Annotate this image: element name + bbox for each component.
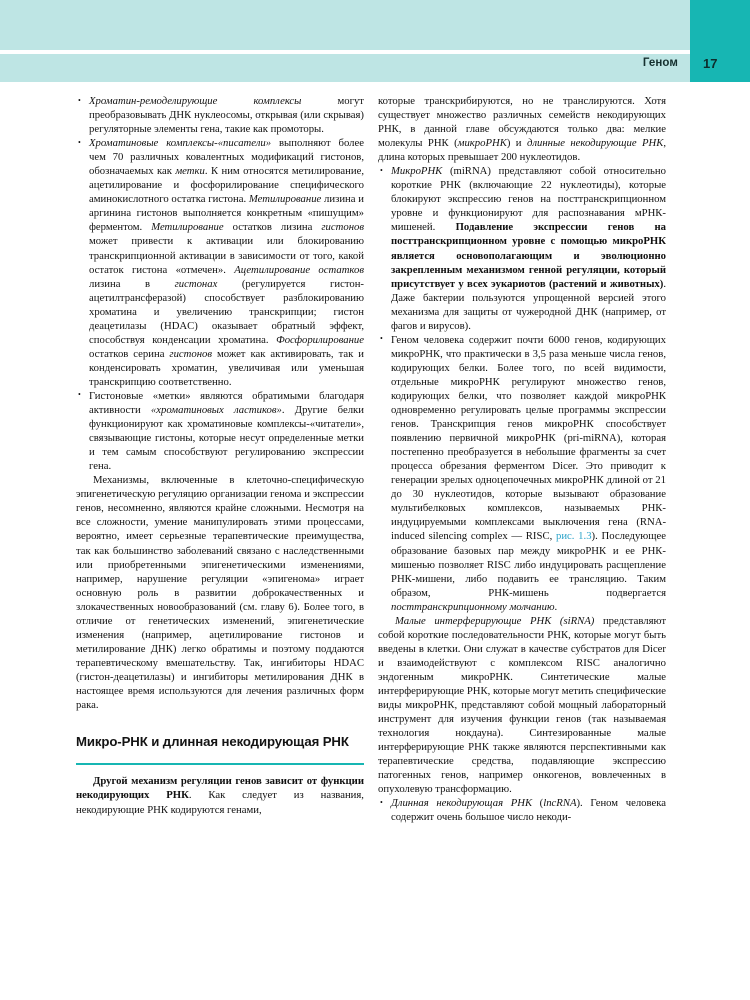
text-run: ). Последующее образование базовых пар между микроРНК и ее РНК-мишенью позволяет RISC либо индуцировать расщепление РНК-мишени, либо подавить ее трансляцию. Таким образом, РНК-мишень подвергается (391, 530, 666, 599)
text-run: Подавление экспрессии генов на посттранскрипционном уровне с помощью микроРНК является основополагающим и эволюционно закрепленным механизмом генной регуляции, который присутствует у всех эукариотов (растений и животных) (391, 221, 667, 290)
text-run: ). Геном человека содержит очень большое число некоди- (391, 797, 666, 824)
left-bullet-list (76, 94, 364, 473)
text-run: . Другие белки функционируют как хроматиновые комплексы-«читатели», связывающие гистоны, которые несут определенные метки и тем самым способствуют регулированию экспрессии гена. (89, 404, 364, 473)
text-run: гистонах (174, 277, 218, 290)
list-item (76, 136, 364, 389)
text-run: выполняют более чем 70 различных ковалентных модификаций гистонов, обозначаемых как (89, 137, 364, 178)
text-run: ( (532, 797, 544, 810)
text-run: Малые интерферирующие РНК (siRNA) (395, 614, 595, 627)
text-run: метки (175, 165, 205, 178)
right-bullet-list (378, 164, 666, 614)
text-run: lncRNA (543, 797, 577, 810)
text-run: которые транскрибируются, но не транслируются. Хотя существует множество различных семейств некодирующих РНК, в данной главе обсуждаются только два: мелкие молекулы РНК ( (378, 95, 666, 150)
text-run: могут преобразовывать ДНК нуклеосомы, открывая (или скрывая) регуляторные элементы гена, такие как промоторы. (89, 95, 364, 136)
section-heading-rule (76, 763, 364, 765)
left-text-column (76, 94, 364, 817)
text-run: . К ним относятся метилирование, ацетилирование и фосфорилирование специфического аминокислотного остатка гистона. (89, 165, 364, 206)
text-run: Фосфорилирование (276, 333, 364, 346)
list-item (378, 164, 666, 333)
text-run: Ацетилирование остатков (234, 263, 364, 276)
text-run: может как активировать, так и конденсировать хроматин, увеличивая или уменьшая транскрипцию соответственно. (89, 347, 364, 388)
text-run: Гистоновые «метки» являются обратимыми благодаря активности (89, 389, 364, 417)
text-run: (miRNA) представляют собой относительно короткие РНК (включающие 22 нуклеотиды), которые блокируют экспрессию генов на посттранскрипционном уровне и функционируют для распознавания мРНК-мишеней. (391, 165, 666, 234)
text-run: микроРНК (457, 137, 507, 150)
text-run: длинные некодирующие РНК (526, 137, 664, 150)
text-run: Другой механизм регуляции генов зависит от функции некодирующих РНК (76, 775, 364, 802)
right-bullet-list-final (378, 796, 666, 824)
text-run: ) и (506, 137, 527, 150)
text-run: лизина в (89, 277, 175, 290)
text-run: остатков лизина (223, 221, 322, 234)
text-run: Хроматин-ремоделирующие комплексы (89, 95, 302, 107)
text-run: посттранскрипционному молчанию (391, 600, 555, 613)
list-item (76, 389, 364, 473)
text-run: лизина и аргинина гистонов выполняется конкретным «пишущим» ферментом. (89, 193, 364, 234)
text-run: остатков серина (89, 347, 170, 360)
text-run: может привести к активации или блокированию транскрипционной активации в зависимости от того, какой остаток гистона «отмечен». (89, 235, 364, 276)
list-item (76, 94, 364, 136)
sirna-paragraph (378, 614, 666, 797)
text-run: МикроРНК (391, 165, 443, 178)
figure-reference-link[interactable]: рис. 1.3 (555, 530, 592, 543)
list-item (378, 796, 666, 824)
text-run: Хроматиновые комплексы-«писатели» (89, 137, 272, 150)
text-run: Метилирование (248, 193, 322, 206)
text-run: . Как следует из названия, некодирующие РНК кодируются генами, (76, 789, 364, 816)
text-run: Геном человека содержит почти 6000 генов, кодирующих микроРНК, что практически в 3,5 раза меньше числа генов, кодирующих белки. Более того, по всей видимости, отдельные микроРНК регулируют множество генов, кодирующих белки, что позволяет каждой микроРНК одновременно регулировать целые программы экспрессии генов. Транскрипция генов микроРНК способствует появлению первичной микроРНК (pri-miRNA), которая постепенно преобразуется в небольшие фрагменты за счет процесса обрезания ферментом Dicer. Это приводит к генерации зрелых одноцепочечных микроРНК длиной от 21 до 30 нуклеотидов, которые вызывают образование мультибелковых комплексов, называемых РНК-индуцируемыми комплексами выключения гена (RNA-induced silencing complex — RISC, (391, 333, 666, 543)
text-run: . Даже бактерии пользуются упрощенной версией этого механизма для защиты от чужеродной ДНК (например, от фагов и вирусов). (391, 277, 666, 332)
text-run: . (554, 600, 558, 613)
right-lead-paragraph (378, 94, 666, 164)
text-run: «хроматиновых ластиков» (150, 404, 282, 417)
text-run: представляют собой короткие последовательности РНК, которые могут быть введены в клетки. Они служат в качестве субстратов для Dicer и взаимодействуют с комплексом RISC аналогично эндогенным микроРНК. Синтетические малые интерферирующие РНК, которые могут метить специфические виды микроРНК, представляют собой мощный лабораторный инструмент для изучения функции генов (так называемая технология нокдауна). Синтезированные малые интерферирующие РНК также являются перспективными как терапевтические средства, подавляющие экспрессию патогенных генов, например онкогенов, вовлеченных в опухолевую трансформацию. (378, 614, 666, 796)
section-heading: Микро-РНК и длинная некодирующая РНК (76, 734, 349, 750)
list-item (378, 333, 666, 614)
text-run: Метилирование (151, 221, 224, 234)
right-text-column (378, 94, 666, 824)
running-head-title: Геном (642, 57, 678, 69)
text-run: Длинная некодирующая РНК (391, 797, 533, 810)
text-run: гистонов (321, 221, 364, 234)
page-number: 17 (703, 56, 718, 71)
text-run: гистонов (169, 347, 213, 360)
left-body-paragraph: Механизмы, включенные в клеточно-специфическую эпигенетическую регуляцию организации генома и экспрессии генов, несомненно, являются крайне сложными. Несмотря на все сложности, умение манипулировать этими процессами, вероятно, имеет серьезные терапевтические преимущества, так как большинство заболеваний связано с наследственными или приобретенными эпигенетическими изменениями, например, нарушение регуляции «эпигенома» играет основную роль в развитии доброкачественных и злокачественных новообразований (см. главу 6). Более того, в отличие от генетических изменений, эпигенетические изменения (например, ацетилирование гистонов и метилирование ДНК) легко обратимы и поэтому поддаются терапевтическому вмешательству. Так, ингибиторы HDAC (гистон-деацетилазы) и ингибиторы метилирования ДНК в настоящее время используются для лечения различных форм рака. (76, 474, 364, 712)
section-intro-paragraph (76, 774, 364, 816)
text-run: (регулируется гистон-ацетилтрансферазой) способствует разблокированию хроматина и увеличению транскрипции; гистон деацетилазы (HDAC) оказывает обратный эффект, способствуя конденсации хроматина. (89, 277, 364, 346)
text-run: , длина которых превышает 200 нуклеотидов. (378, 137, 666, 164)
